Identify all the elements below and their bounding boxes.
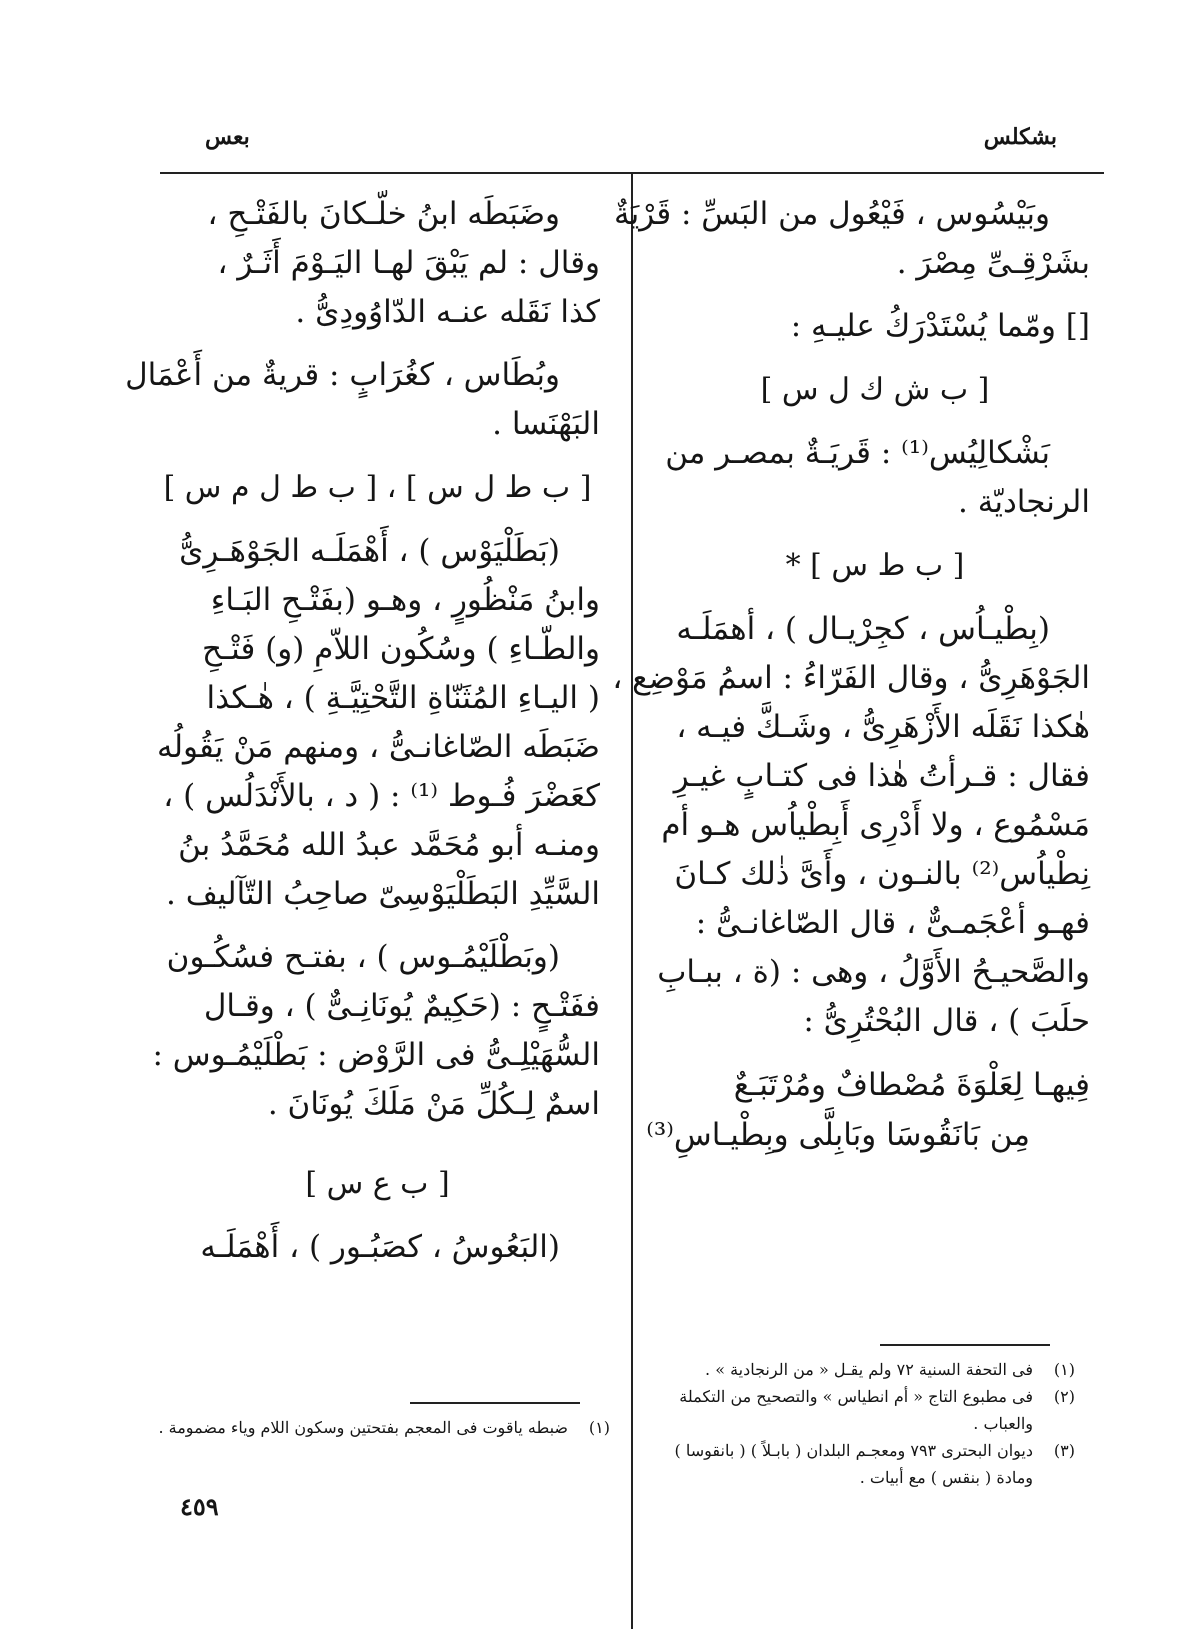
entry-line: ومنـه أبو مُحَمَّد عبدُ الله مُحَمَّدُ بنُ — [178, 827, 600, 863]
entry-line: هٰكذا نَقَلَه الأَزْهَرِىُّ ، وشَـكَّ فيـه ، — [676, 709, 1090, 745]
footnote — [655, 1356, 1075, 1383]
entry-line: وبُطَاس ، كغُرَابٍ : قريةٌ من أَعْمَال — [125, 357, 560, 393]
page-number: ٤٥٩ — [180, 1492, 219, 1521]
root-heading: [ ب ط ل س ] ، [ ب ط ل م س ] — [163, 470, 592, 505]
footnote-rule — [880, 1344, 1050, 1346]
addendum-note: [] ومّما يُسْتَدْرَكُ عليـهِ : — [790, 308, 1090, 344]
entry-line: اسمٌ لِـكُلِّ مَنْ مَلَكَ يُونَانَ . — [267, 1086, 600, 1122]
entry-line: السَّيِّدِ البَطَلْيَوْسِىّ صاحِبُ التّآليف . — [165, 876, 600, 912]
right-column — [612, 190, 1090, 1160]
entry-line: مَسْمُوع ، ولا أَدْرِى أَبِطْياُس هـو أم — [661, 807, 1090, 843]
right-footnotes — [655, 1356, 1075, 1491]
footnote-text: فى التحفة السنية ٧٢ ولم يقـل « من الرنجادية » . — [705, 1360, 1033, 1379]
entry-line: السُّهَيْلِـىُّ فى الرَّوْض : بَطْلَيْمُـوس : — [152, 1037, 600, 1073]
entry-line: (بِطْيـاُس ، كجِرْيـال ) ، أهمَلَـه — [676, 611, 1050, 647]
root-heading: [ ب ع س ] — [305, 1166, 450, 1201]
entry-line: وضَبَطَه ابنُ خلّـكانَ بالفَتْـحِ ، — [207, 196, 560, 232]
running-head-right: بشكلس — [983, 124, 1057, 150]
running-head-left: بعس — [205, 124, 250, 150]
entry-line: والطّـاءِ ) وسُكُون اللاّمِ (و) فَتْـحِ — [202, 631, 600, 667]
entry-line: نِطْياُس⁽²⁾ بالنـون ، وأَىَّ ذٰلك كـانَ — [674, 856, 1090, 892]
entry-line: ضَبَطَه الصّاغانـىُّ ، ومنهم مَنْ يَقُولُه — [156, 729, 600, 765]
left-column — [125, 190, 600, 1272]
entry-line: فهـو أعْجَمـىٌّ ، قال الصّاغانـىُّ : — [695, 905, 1090, 941]
entry-line: كذا نَقَله عنـه الدّاوُودِىُّ . — [295, 294, 600, 330]
footnote-text: فى مطبوع التاج « أم انطياس » والتصحيح من التكملة والعباب . — [679, 1387, 1033, 1433]
root-heading: [ ب ط س ] * — [785, 548, 965, 583]
footnote-number: (٢) — [1053, 1387, 1075, 1406]
entry-line: (بَطَلْيَوْس ) ، أَهْمَلَـه الجَوْهَـرِىُّ — [179, 533, 560, 569]
column-divider — [631, 174, 633, 1629]
entry-line: وابنُ مَنْظُورٍ ، وهـو (بفَتْـحِ البَـاءِ — [210, 582, 600, 618]
footnote-number: (١) — [1053, 1360, 1075, 1379]
entry-line: ( اليـاءِ المُثَنّاةِ التَّحْتِيَّـةِ ) ، هٰـكذا — [206, 680, 600, 716]
entry-line: (البَعُوسُ ، كصَبُـور ) ، أَهْمَلَـه — [200, 1229, 560, 1265]
entry-line: والصَّحيـحُ الأَوَّلُ ، وهى : (ة ، ببـابِ — [657, 954, 1090, 990]
entry-line: ففَتْـحٍ : (حَكِيمٌ يُونَانِـىٌّ ) ، وقـال — [203, 988, 600, 1024]
footnote-number: (١) — [588, 1418, 610, 1437]
footnote-text: ديوان البحترى ٧٩٣ ومعجـم البلدان ( بابـلاً ) ( بانقوسا ) ومادة ( بنقس ) مع أبيات . — [674, 1441, 1033, 1487]
footnote-rule — [410, 1402, 580, 1404]
entry-line: الجَوْهَرِىُّ ، وقال الفَرّاءُ : اسمُ مَوْضِع ، — [612, 660, 1090, 696]
entry-line: وقال : لم يَبْقَ لهـا اليَـوْمَ أَثَـرٌ ، — [217, 245, 600, 281]
entry-line: فقال : قـرأتُ هٰذا فى كتـابٍ غيـرِ — [673, 758, 1090, 794]
entry-line: بشَرْقِـىِّ مِصْرَ . — [896, 245, 1090, 281]
footnote-number: (٣) — [1053, 1441, 1075, 1460]
entry-line: كعَضْرَ فُـوط ⁽¹⁾ : ( د ، بالأَنْدَلُس ) ، — [163, 778, 600, 814]
footnote — [655, 1383, 1075, 1437]
footnote — [655, 1437, 1075, 1491]
root-heading: [ ب ش ك ل س ] — [760, 372, 990, 407]
entry-line: الرنجاديّة . — [957, 484, 1090, 520]
entry-line: حلَبَ ) ، قال البُحْتُرِىُّ : — [803, 1003, 1090, 1039]
verse-line: مِن بَانَقُوسَا وبَابِلَّى وبِطْيـاسِ⁽³⁾ — [646, 1117, 1030, 1153]
entry-line: وبَيْسُوس ، فَيْعُول من البَسِّ : قَرْيَةٌ — [613, 196, 1050, 232]
footnote-text: ضبطه ياقوت فى المعجم بفتحتين وسكون اللام وياء مضمومة . — [158, 1418, 568, 1437]
entry-line: بَشْكالِيُس⁽¹⁾ : قَريَـةٌ بمصـر من — [665, 435, 1050, 471]
left-footnotes — [140, 1414, 610, 1441]
footnote — [140, 1414, 610, 1441]
entry-line: البَهْنَسا . — [492, 406, 600, 442]
entry-line: (وبَطْلَيْمُـوس ) ، بفتـح فسُكُـون — [166, 939, 560, 975]
verse-line: فِيهـا لِعَلْوَةَ مُصْطافٌ ومُرْتَبَـعٌ — [733, 1067, 1090, 1103]
